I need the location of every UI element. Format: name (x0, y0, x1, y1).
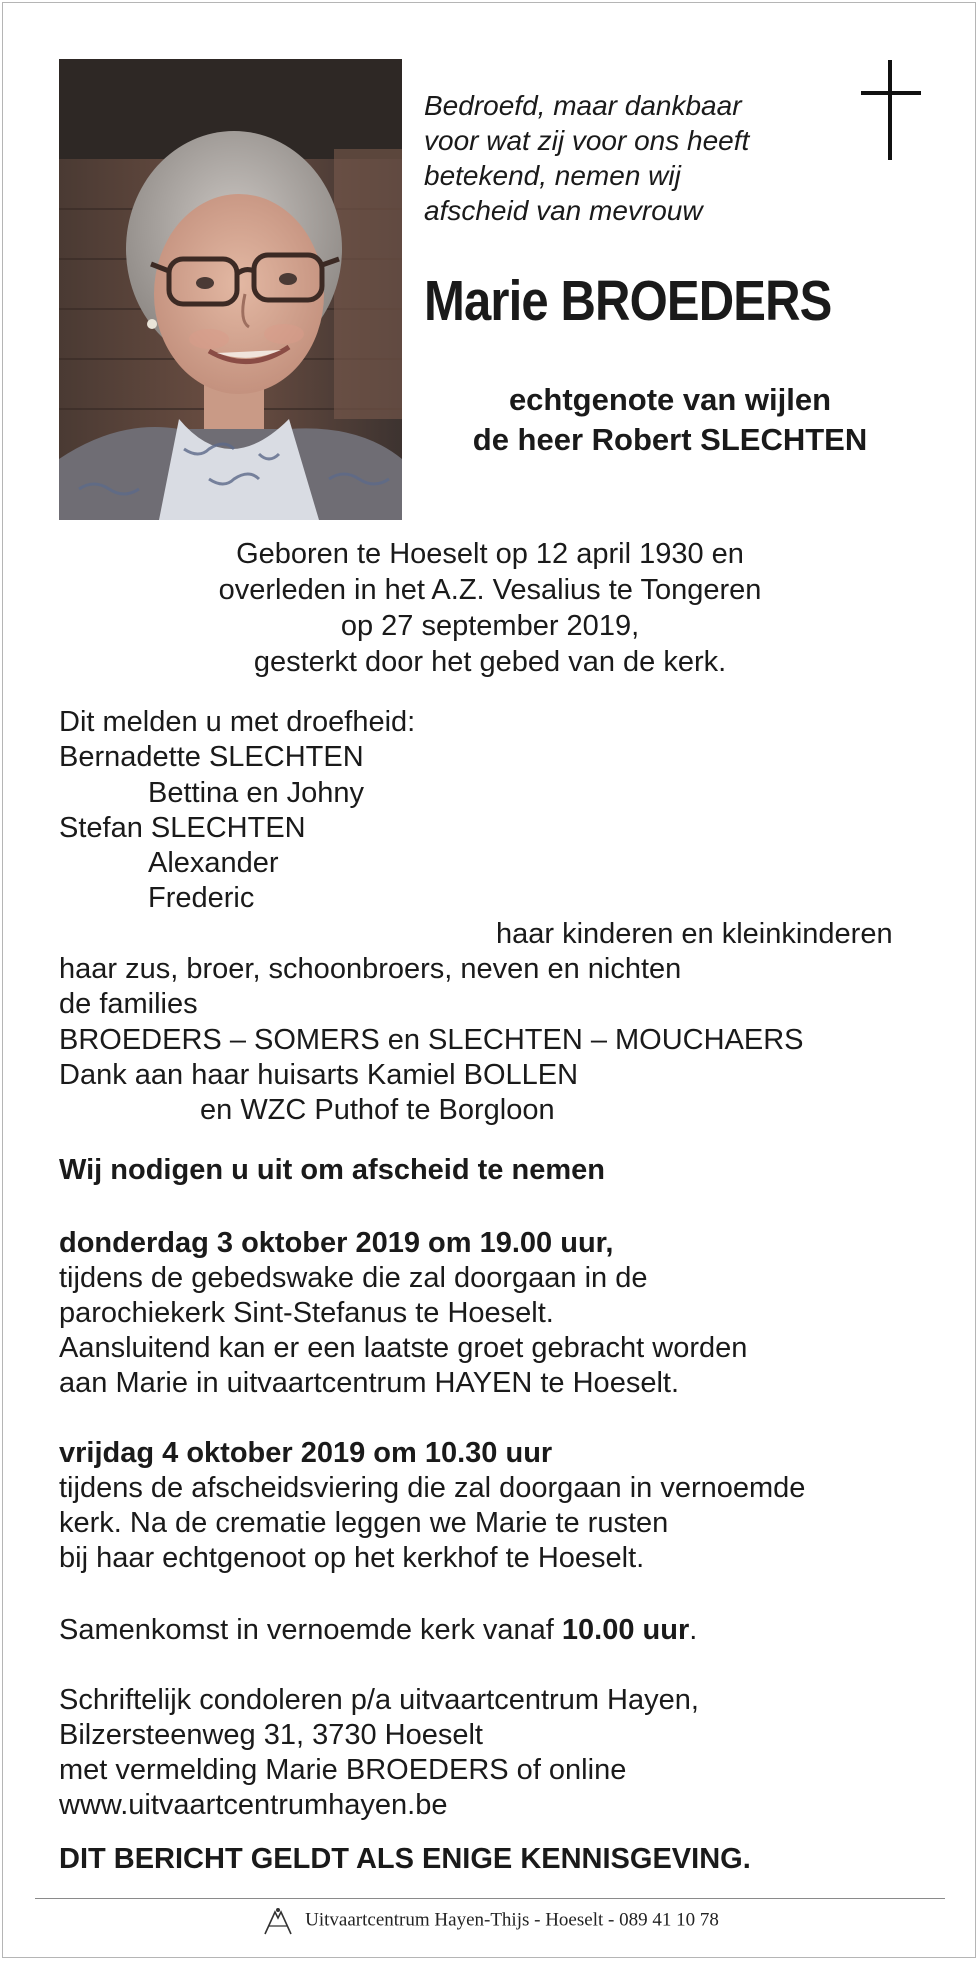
funeral-details (59, 1436, 939, 1576)
intro-line: afscheid van mevrouw (424, 195, 703, 226)
condolences-line: Schriftelijk condoleren p/a uitvaartcentrum Hayen, (59, 1684, 699, 1716)
announcement-line: Bettina en Johny (148, 776, 365, 809)
announcement-line: de families (59, 988, 198, 1021)
gathering-info (59, 1613, 939, 1648)
gathering-end: . (689, 1614, 698, 1646)
spouse-line: echtgenote van wijlen (508, 382, 832, 417)
funeral-line: bij haar echtgenoot op het kerkhof te Hoeselt. (59, 1542, 645, 1574)
portrait-illustration (59, 59, 402, 520)
announcement-line: Alexander (148, 847, 279, 880)
wake-date: donderdag 3 oktober 2019 om 19.00 uur, (59, 1227, 614, 1259)
born-line: overleden in het A.Z. Vesalius te Tongeren (218, 574, 762, 606)
condolences-line: Bilzersteenweg 31, 3730 Hoeselt (59, 1719, 483, 1751)
born-line: Geboren te Hoeselt op 12 april 1930 en (236, 538, 744, 570)
official-notice: DIT BERICHT GELDT ALS ENIGE KENNISGEVING. (59, 1843, 751, 1875)
announcement-line: BROEDERS – SOMERS en SLECHTEN – MOUCHAERS (59, 1023, 804, 1056)
intro-line: voor wat zij voor ons heeft (424, 125, 750, 156)
condolences-website[interactable]: www.uitvaartcentrumhayen.be (59, 1789, 448, 1821)
condolences-line: met vermelding Marie BROEDERS of online (59, 1754, 627, 1786)
wake-line: parochiekerk Sint-Stefanus te Hoeselt. (59, 1297, 554, 1329)
wake-line: aan Marie in uitvaartcentrum HAYEN te Hoeselt. (59, 1367, 680, 1399)
funeral-home-logo-icon (261, 1906, 295, 1936)
born-line: op 27 september 2019, (340, 610, 640, 642)
wake-details (59, 1226, 939, 1401)
announcement-line: Dank aan haar huisarts Kamiel BOLLEN (59, 1058, 579, 1091)
announcement-line: Bernadette SLECHTEN (59, 741, 364, 774)
gathering-time: 10.00 uur (561, 1614, 690, 1646)
deceased-name: Marie BROEDERS (424, 269, 832, 333)
footer (0, 1906, 980, 1936)
wake-line: tijdens de gebedswake die zal doorgaan in de (59, 1262, 648, 1294)
announcement-line: en WZC Puthof te Borgloon (200, 1094, 555, 1127)
funeral-line: tijdens de afscheidsviering die zal doorgaan in vernoemde (59, 1472, 806, 1504)
spouse-line: de heer Robert SLECHTEN (472, 422, 868, 457)
portrait-photo (59, 59, 402, 520)
announcement-line: Frederic (148, 882, 255, 915)
intro-line: Bedroefd, maar dankbaar (424, 90, 742, 121)
announcement-line: Dit melden u met droefheid: (59, 706, 416, 738)
gathering-text: Samenkomst in vernoemde kerk vanaf (59, 1614, 562, 1646)
footer-text: Uitvaartcentrum Hayen-Thijs - Hoeselt - 089 41 10 78 (305, 1909, 719, 1931)
invitation-heading: Wij nodigen u uit om afscheid te nemen (59, 1154, 605, 1186)
birth-death-info (140, 536, 840, 680)
announcement-line: Stefan SLECHTEN (59, 811, 306, 844)
announcement-line: haar kinderen en kleinkinderen (496, 917, 893, 950)
footer-divider (35, 1898, 945, 1899)
funeral-date: vrijdag 4 oktober 2019 om 10.30 uur (59, 1437, 553, 1469)
cross-icon (861, 60, 921, 160)
announcement-line: haar zus, broer, schoonbroers, neven en nichten (59, 953, 682, 986)
intro-text (424, 88, 854, 228)
born-line: gesterkt door het gebed van de kerk. (253, 646, 727, 678)
spouse-info (420, 380, 920, 460)
family-announcement (59, 705, 939, 1129)
intro-line: betekend, nemen wij (424, 160, 681, 191)
funeral-line: kerk. Na de crematie leggen we Marie te rusten (59, 1507, 669, 1539)
wake-line: Aansluitend kan er een laatste groet gebracht worden (59, 1332, 748, 1364)
condolences-info (59, 1683, 939, 1823)
